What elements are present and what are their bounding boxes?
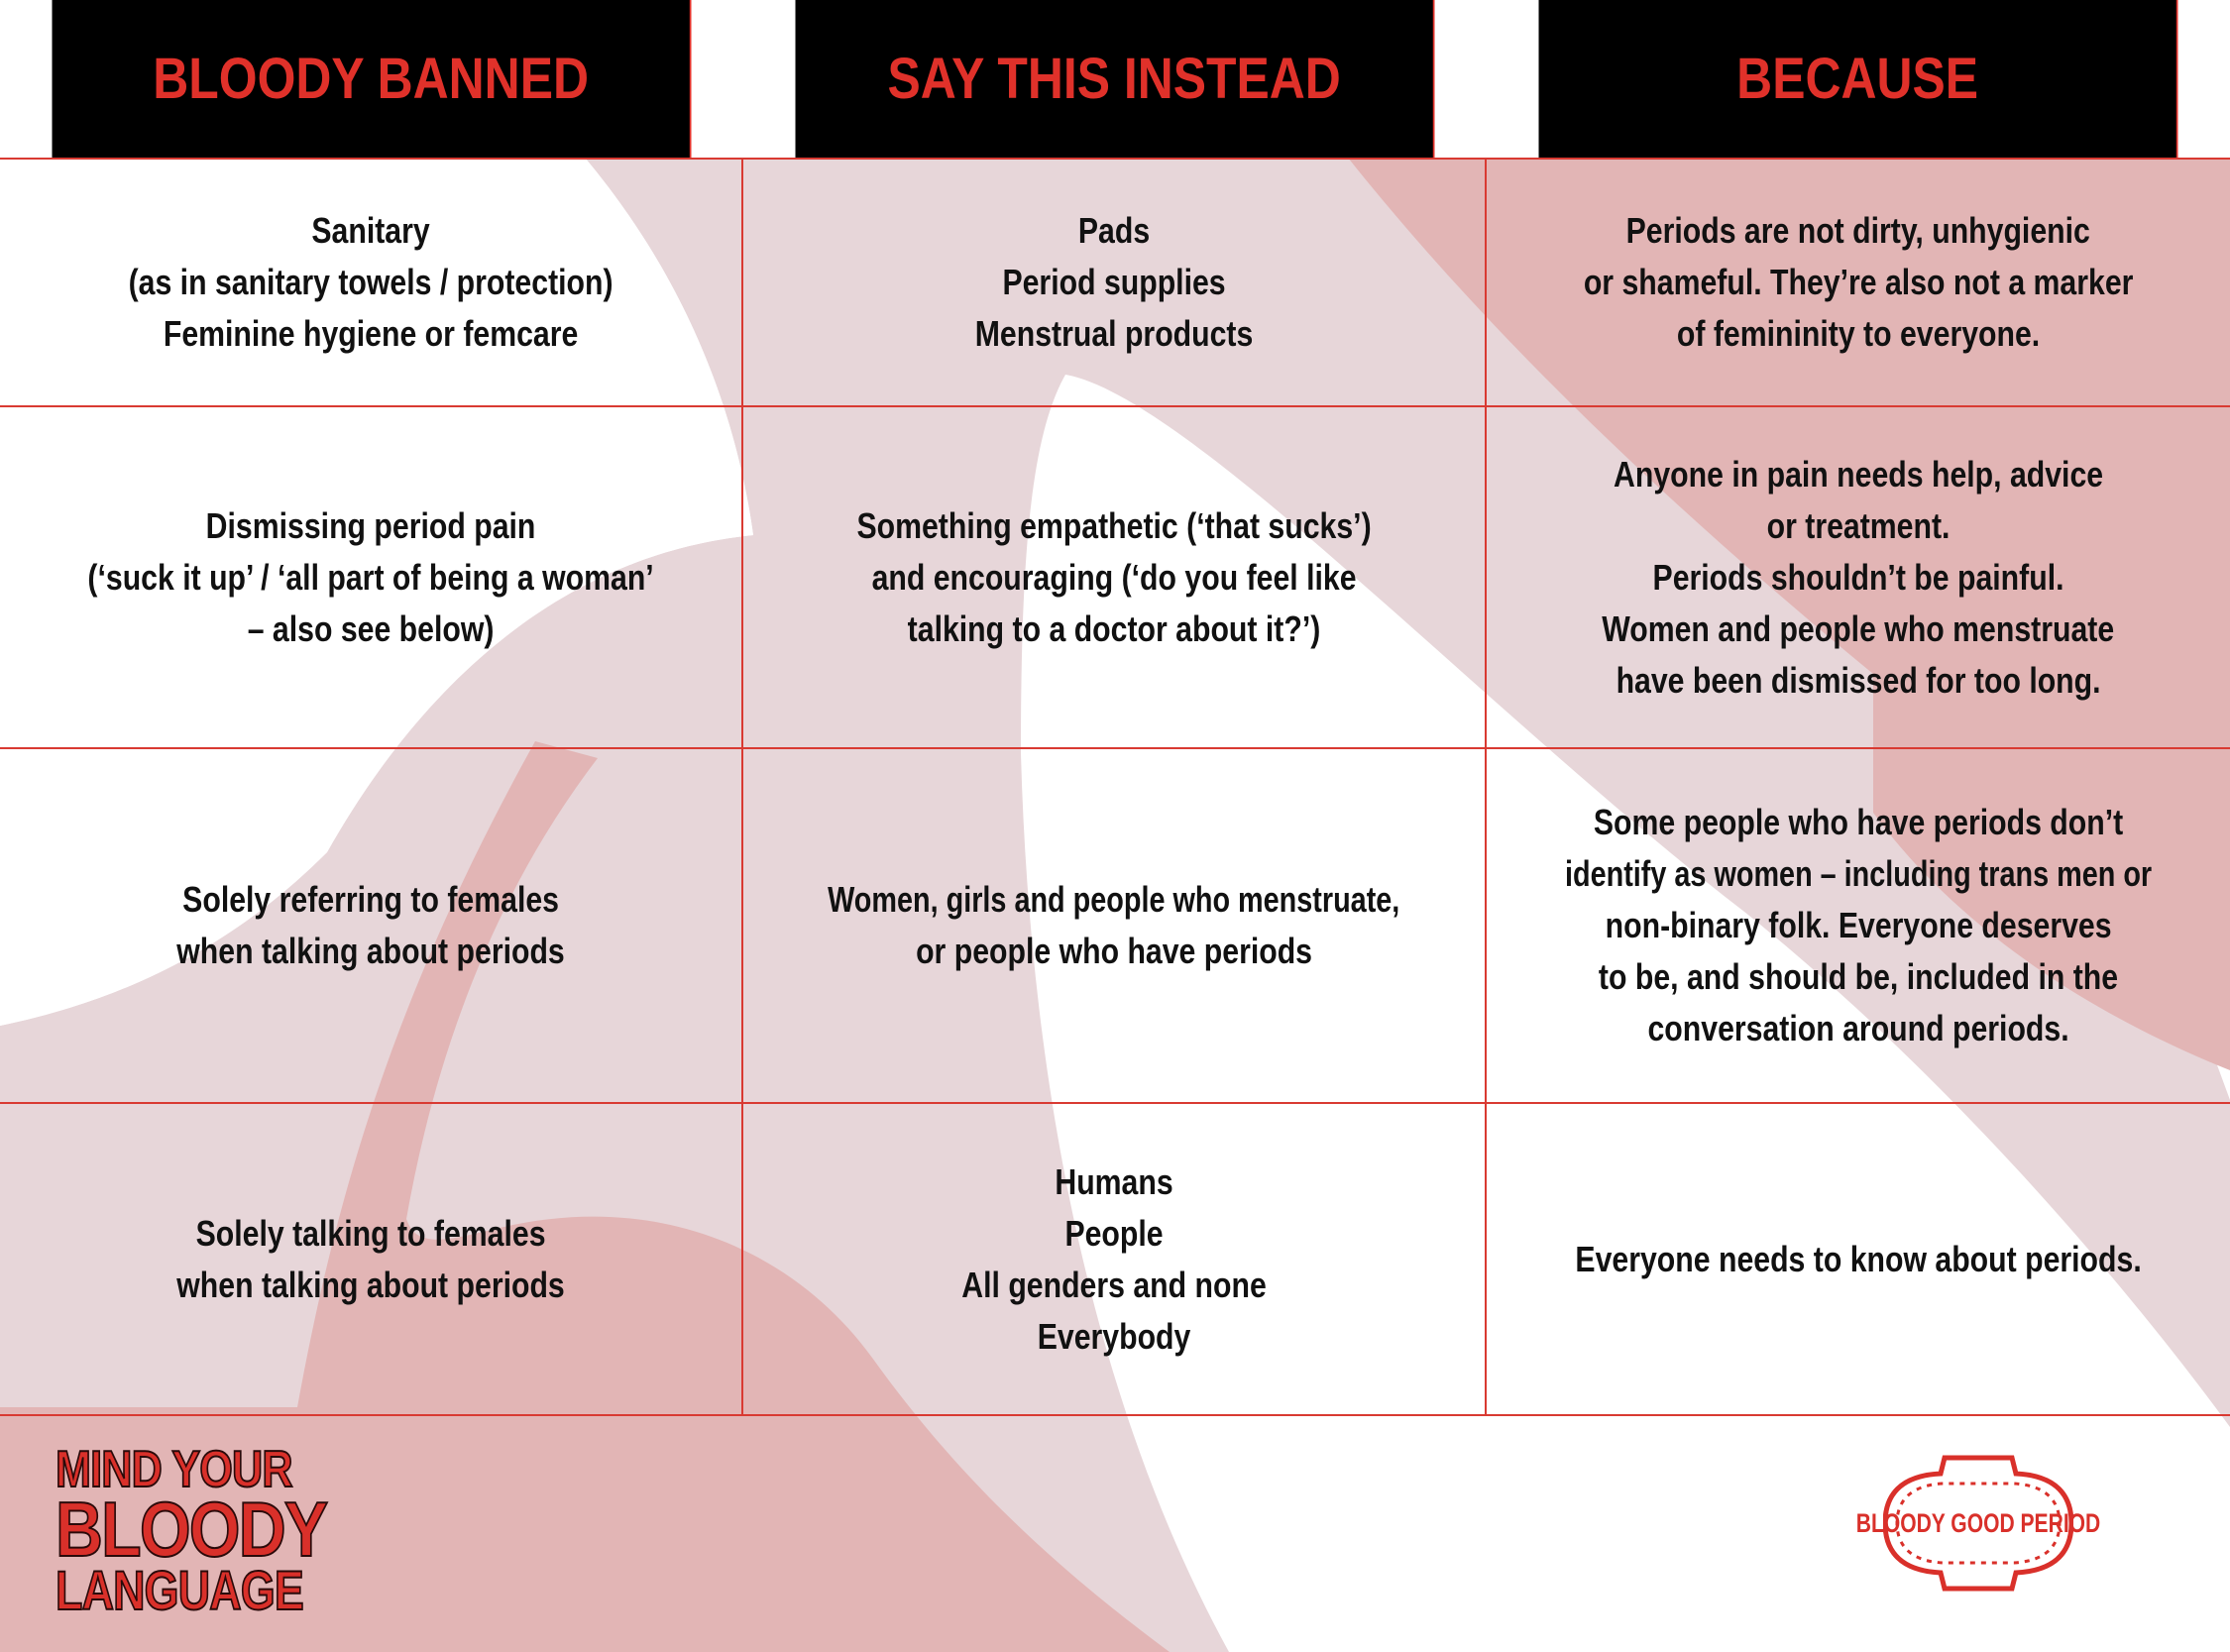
cell-line: (as in sanitary towels / protection) <box>128 262 613 302</box>
cell-line: Everyone needs to know about periods. <box>1575 1238 2142 1279</box>
cell-line: talking to a doctor about it?’) <box>907 607 1321 649</box>
cell-line: All genders and none <box>961 1264 1267 1305</box>
cell-line: non-binary folk. Everyone deserves <box>1605 905 2112 945</box>
cell-line: Women and people who menstruate <box>1602 607 2115 649</box>
row-1-because <box>1487 158 2230 405</box>
cell-line: – also see below) <box>247 607 495 649</box>
cell-line: or people who have periods <box>916 931 1312 971</box>
cell-line: Solely talking to females <box>195 1212 546 1254</box>
row-4-because <box>1487 1102 2230 1414</box>
row-4-banned <box>0 1102 743 1414</box>
cell-line: Women, girls and people who menstruate, <box>828 879 1400 920</box>
cell-line: to be, and should be, included in the <box>1598 956 2119 997</box>
header-bloody-banned: BLOODY BANNED <box>53 0 692 158</box>
cell-line: Sanitary <box>311 210 430 251</box>
mind-your-bloody-language-logo <box>56 1441 375 1621</box>
cell-line: Feminine hygiene or femcare <box>163 313 579 354</box>
row-2-instead <box>743 405 1487 747</box>
header-say-this-instead: SAY THIS INSTEAD <box>796 0 1435 158</box>
row-4-instead <box>743 1102 1487 1414</box>
cell-line: when talking about periods <box>176 1264 565 1305</box>
cell-line: People <box>1064 1212 1164 1254</box>
header-because: BECAUSE <box>1539 0 2178 158</box>
cell-line: Everybody <box>1037 1315 1191 1357</box>
cell-line: and encouraging (‘do you feel like <box>871 556 1357 598</box>
cell-line: when talking about periods <box>176 931 565 971</box>
badge-text: BLOODY GOOD PERIOD <box>1855 1507 2101 1538</box>
row-2-because <box>1487 405 2230 747</box>
cell-line: Pads <box>1077 210 1151 251</box>
cell-line: have been dismissed for too long. <box>1616 659 2101 701</box>
row-3-instead <box>743 747 1487 1102</box>
logo-line-2: BLOODY <box>56 1486 327 1573</box>
cell-line: Periods shouldn’t be painful. <box>1652 556 2064 598</box>
cell-line: Humans <box>1055 1160 1173 1202</box>
cell-line: or shameful. They’re also not a marker <box>1583 262 2134 302</box>
cell-line: (‘suck it up’ / ‘all part of being a woman’ <box>87 556 654 598</box>
cell-line: of femininity to everyone. <box>1676 313 2041 354</box>
cell-line: Solely referring to females <box>182 879 559 920</box>
cell-line: Dismissing period pain <box>205 504 536 546</box>
cell-line: identify as women – including trans men or <box>1564 853 2153 894</box>
row-1-instead <box>743 158 1487 405</box>
logo-line-1: MIND YOUR <box>56 1441 292 1498</box>
cell-line: or treatment. <box>1766 504 1951 546</box>
cell-line: Something empathetic (‘that sucks’) <box>856 504 1372 546</box>
bloody-good-period-logo <box>1855 1454 2101 1593</box>
cell-line: conversation around periods. <box>1647 1008 2069 1048</box>
cell-line: Menstrual products <box>974 313 1254 354</box>
row-1-banned <box>0 158 743 405</box>
row-2-banned <box>0 405 743 747</box>
cell-line: Anyone in pain needs help, advice <box>1613 453 2104 495</box>
cell-line: Period supplies <box>1002 262 1226 302</box>
row-3-because <box>1487 747 2230 1102</box>
cell-line: Some people who have periods don’t <box>1593 802 2124 842</box>
cell-line: Periods are not dirty, unhygienic <box>1625 210 2091 251</box>
logo-line-3: LANGUAGE <box>56 1559 303 1621</box>
row-3-banned <box>0 747 743 1102</box>
